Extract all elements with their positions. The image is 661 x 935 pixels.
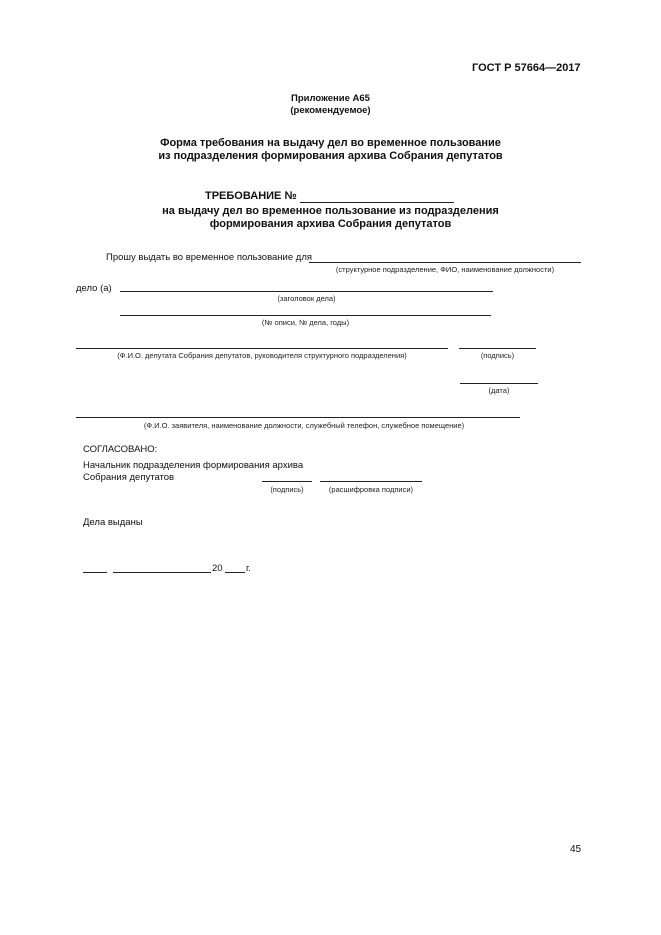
signature-caption: (подпись) [480,351,515,360]
approval-label: СОГЛАСОВАНО: [83,444,158,455]
requirement-number-line [300,202,454,203]
case-label: дело (а) [76,283,112,294]
approval-decoding-line [320,481,422,482]
form-title-line-2: из подразделения формирования архива Собрания депутатов [158,150,503,162]
date-caption: (дата) [488,386,510,395]
inventory-line [120,315,491,316]
deputy-caption: (Ф.И.О. депутата Собрания депутатов, руководителя структурного подразделения) [117,351,407,360]
signature-line [459,348,536,349]
request-line [309,262,581,263]
case-caption: (заголовок дела) [277,294,336,303]
request-text: Прошу выдать во временное пользование для [106,252,313,263]
date-year-line [225,572,245,573]
date-month-line [113,572,211,573]
requirement-line-2: формирования архива Собрания депутатов [209,218,452,230]
approval-signature-caption: (подпись) [270,485,304,494]
date-year-prefix: 20 [212,563,223,574]
approval-signature-line [262,481,312,482]
date-day-line [83,572,107,573]
form-title-line-1: Форма требования на выдачу дел во временное пользование [160,137,501,149]
requirement-line-1: на выдачу дел во временное пользование из подразделения [162,205,499,217]
page-number: 45 [570,844,582,855]
request-caption: (структурное подразделение, ФИО, наименование должности) [335,265,555,274]
deputy-line [76,348,448,349]
approval-position-line-2: Собрания депутатов [83,472,175,483]
appendix-title: Приложение А65 [291,93,370,104]
appendix-subtitle: (рекомендуемое) [290,105,371,116]
inventory-caption: (№ описи, № дела, годы) [261,318,350,327]
date-field-line [460,383,538,384]
case-line [120,291,493,292]
issued-label: Дела выданы [83,517,143,528]
standard-number: ГОСТ Р 57664—2017 [472,62,581,74]
approval-position-line-1: Начальник подразделения формирования архива [83,460,304,471]
approval-decoding-caption: (расшифровка подписи) [328,485,414,494]
requirement-heading: ТРЕБОВАНИЕ № [205,190,297,202]
applicant-caption: (Ф.И.О. заявителя, наименование должности, служебный телефон, служебное помещение) [143,421,465,430]
date-year-suffix: г. [246,563,251,574]
applicant-line [76,417,520,418]
